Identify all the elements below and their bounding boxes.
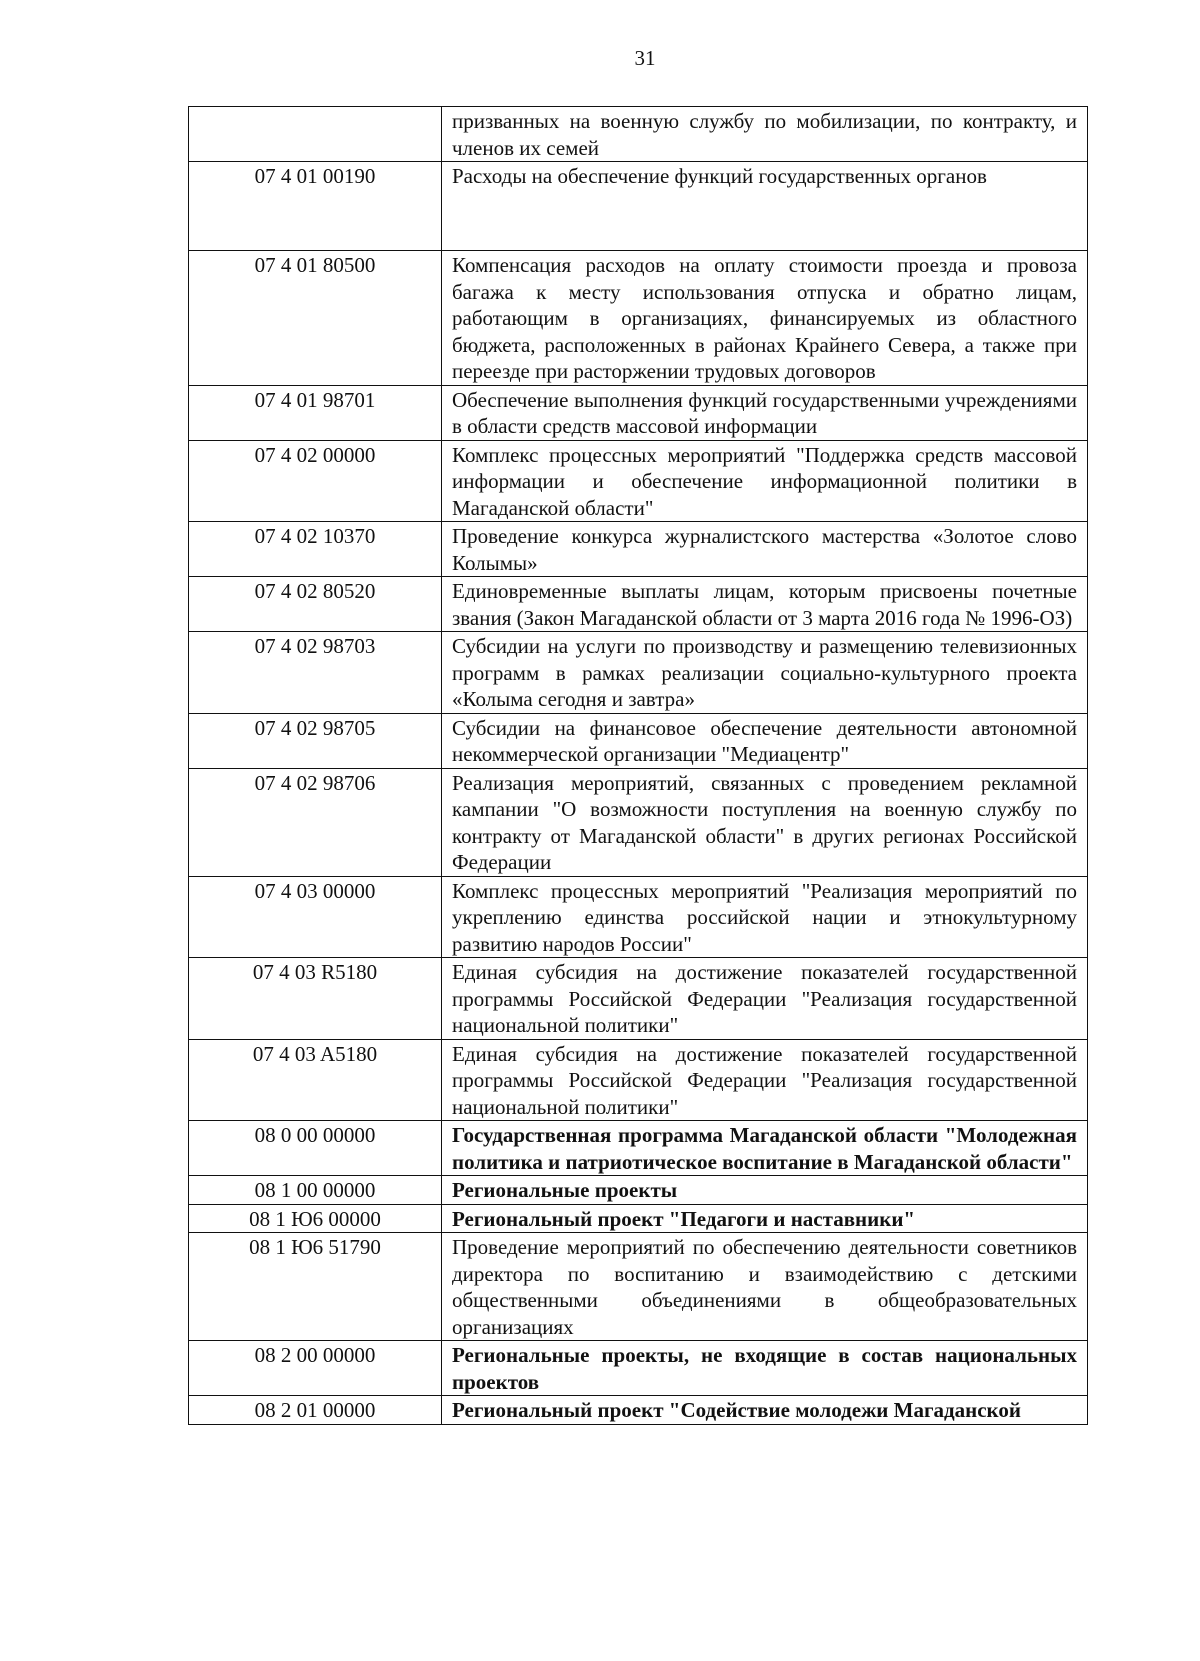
expense-description: Региональные проекты: [452, 1178, 678, 1202]
description-cell: [442, 1204, 1088, 1233]
code-cell: [189, 440, 442, 522]
code-cell: [189, 385, 442, 440]
expense-description: Проведение конкурса журналистского мастерства «Золотое слово Колымы»: [452, 524, 1077, 575]
code-cell: [189, 1204, 442, 1233]
table-row: [189, 876, 1088, 958]
classification-code: 08 0 00 00000: [254, 1123, 376, 1147]
expense-description: Региональные проекты, не входящие в состав национальных проектов: [452, 1343, 1077, 1394]
description-cell: [442, 162, 1088, 251]
description-cell: [442, 1039, 1088, 1121]
description-cell: [442, 632, 1088, 714]
classification-code: 07 4 01 98701: [254, 387, 376, 412]
expense-description: Комплекс процессных мероприятий "Реализация мероприятий по укреплению единства российской нации и этнокультурному развитию народов России": [452, 878, 1077, 956]
table-row: [189, 440, 1088, 522]
description-cell: [442, 440, 1088, 522]
table-row: [189, 385, 1088, 440]
code-cell: [189, 577, 442, 632]
description-cell: [442, 1341, 1088, 1396]
description-cell: [442, 1121, 1088, 1176]
code-cell: [189, 107, 442, 162]
code-cell: [189, 1176, 442, 1205]
classification-code: 08 2 00 00000: [254, 1343, 376, 1367]
code-cell: [189, 876, 442, 958]
table-row: [189, 1341, 1088, 1396]
classification-code: 07 4 02 00000: [254, 442, 376, 467]
table-row: [189, 632, 1088, 714]
table-row: [189, 107, 1088, 162]
expense-description: Единая субсидия на достижение показателей государственной программы Российской Федерации "Реализация государственной национальной политики": [452, 1041, 1077, 1119]
classification-code: 07 4 02 98706: [254, 770, 376, 795]
table-row: [189, 1396, 1088, 1425]
expense-description: Единовременные выплаты лицам, которым присвоены почетные звания (Закон Магаданской области от 3 марта 2016 года № 1996-ОЗ): [452, 579, 1077, 630]
classification-code: 07 4 03 00000: [254, 878, 376, 903]
expense-description: Единая субсидия на достижение показателей государственной программы Российской Федерации "Реализация государственной национальной политики": [452, 960, 1077, 1037]
table-row: [189, 1233, 1088, 1341]
classification-code: 07 4 01 80500: [254, 253, 376, 277]
description-cell: [442, 251, 1088, 386]
classification-code: 07 4 02 10370: [254, 524, 376, 548]
description-cell: [442, 385, 1088, 440]
classification-code: 08 2 01 00000: [254, 1398, 376, 1422]
code-cell: [189, 632, 442, 714]
classification-code: [189, 107, 441, 108]
table-row: [189, 522, 1088, 577]
table-row: [189, 958, 1088, 1040]
description-cell: [442, 577, 1088, 632]
classification-code: 07 4 03 R5180: [252, 960, 378, 984]
code-cell: [189, 162, 442, 251]
classification-code: 07 4 03 A5180: [252, 1041, 378, 1066]
table-row: [189, 768, 1088, 876]
classification-code: 07 4 02 80520: [254, 579, 376, 603]
table-row: [189, 1121, 1088, 1176]
description-cell: [442, 1396, 1088, 1425]
table-row: [189, 577, 1088, 632]
description-cell: [442, 958, 1088, 1040]
table-row: [189, 713, 1088, 768]
table-row: [189, 251, 1088, 386]
classification-code: 07 4 02 98703: [254, 634, 376, 658]
description-cell: [442, 522, 1088, 577]
table-row: [189, 162, 1088, 251]
expense-description: Комплекс процессных мероприятий "Поддержка средств массовой информации и обеспечение информационной политики в Магаданской области": [452, 442, 1077, 520]
expense-description: Региональный проект "Педагоги и наставники": [452, 1206, 916, 1231]
table-row: [189, 1204, 1088, 1233]
code-cell: [189, 1121, 442, 1176]
classification-code: 08 1 00 00000: [254, 1178, 376, 1202]
table-row: [189, 1176, 1088, 1205]
code-cell: [189, 768, 442, 876]
expense-description: Проведение мероприятий по обеспечению деятельности советников директора по воспитанию и взаимодействию с детскими общественными объединениями в общеобразовательных организациях: [452, 1235, 1077, 1339]
expense-description: Компенсация расходов на оплату стоимости проезда и провоза багажа к месту использования отпуска и обратно лицам, работающим в организациях, финансируемых из областного бюджета, расположенных в районах Крайнего Севера, а также при переезде при расторжении трудовых договоров: [452, 253, 1077, 383]
expense-description: Реализация мероприятий, связанных с проведением рекламной кампании "О возможности поступления на военную службу по контракту от Магаданской области" в других регионах Российской Федерации: [452, 770, 1077, 874]
description-cell: [442, 107, 1088, 162]
description-cell: [442, 1176, 1088, 1205]
budget-classification-table: [188, 106, 1088, 1425]
expense-description: Обеспечение выполнения функций государственными учреждениями в области средств массовой информации: [452, 387, 1077, 438]
classification-code: 07 4 01 00190: [254, 164, 376, 188]
description-cell: [442, 768, 1088, 876]
expense-description: Субсидии на услуги по производству и размещению телевизионных программ в рамках реализации социально-культурного проекта «Колыма сегодня и завтра»: [452, 634, 1077, 711]
expense-description: Расходы на обеспечение функций государственных органов: [452, 164, 987, 188]
code-cell: [189, 1396, 442, 1425]
code-cell: [189, 1341, 442, 1396]
description-cell: [442, 876, 1088, 958]
expense-description: призванных на военную службу по мобилизации, по контракту, и членов их семей: [452, 109, 1077, 160]
expense-description: Субсидии на финансовое обеспечение деятельности автономной некоммерческой организации "Медиацентр": [452, 715, 1077, 766]
code-cell: [189, 713, 442, 768]
expense-description: Государственная программа Магаданской области "Молодежная политика и патриотическое воспитание в Магаданской области": [452, 1123, 1077, 1174]
description-cell: [442, 713, 1088, 768]
code-cell: [189, 1233, 442, 1341]
code-cell: [189, 958, 442, 1040]
classification-code: 08 1 Ю6 51790: [249, 1235, 381, 1259]
page-number: 31: [634, 46, 656, 70]
classification-code: 08 1 Ю6 00000: [249, 1206, 381, 1231]
description-cell: [442, 1233, 1088, 1341]
expense-description: Региональный проект "Содействие молодежи Магаданской: [452, 1398, 1021, 1422]
table-row: [189, 1039, 1088, 1121]
classification-code: 07 4 02 98705: [254, 715, 376, 740]
code-cell: [189, 522, 442, 577]
code-cell: [189, 251, 442, 386]
code-cell: [189, 1039, 442, 1121]
